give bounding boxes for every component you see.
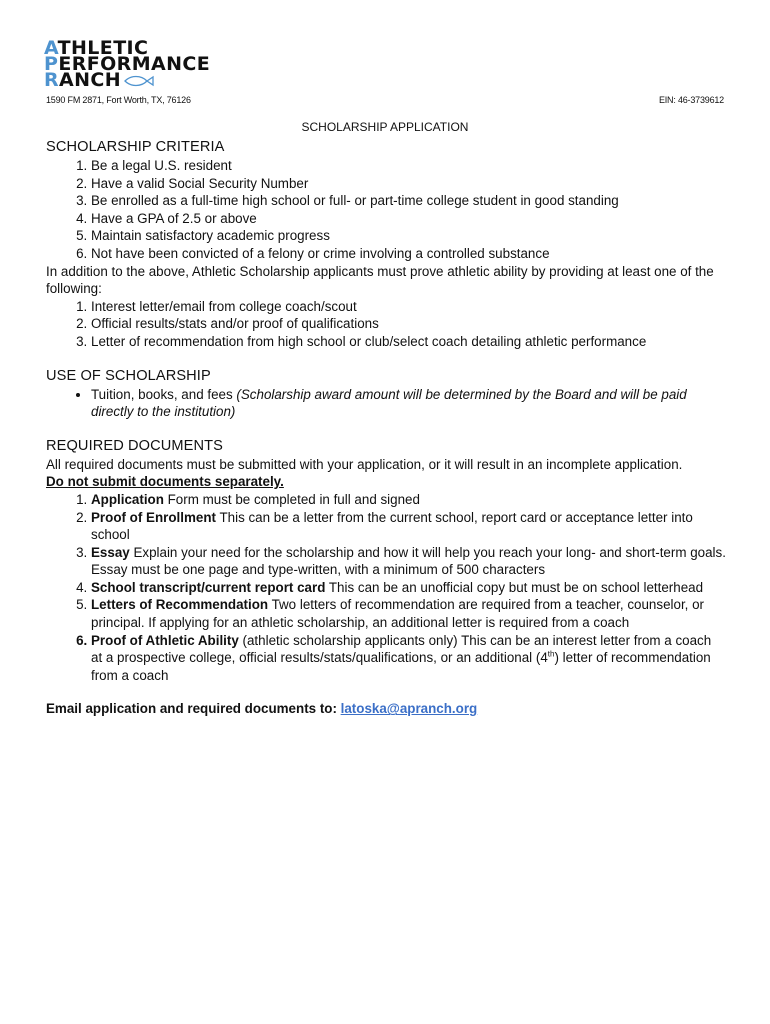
ein-number: EIN: 46-3739612 (658, 95, 724, 105)
document-body (46, 138, 726, 718)
list-item: 4. School transcript/current report card This can be an unofficial copy but must be on school letterhead (91, 579, 726, 597)
required-intro: All required documents must be submitted with your application, or it will result in an incomplete application. (46, 456, 683, 472)
criteria-heading: SCHOLARSHIP CRITERIA (46, 139, 225, 155)
criteria-list (46, 157, 726, 263)
list-item: 1. Interest letter/email from college coach/scout (91, 298, 726, 316)
logo (44, 37, 244, 94)
list-item: 6. Proof of Athletic Ability (athletic scholarship applicants only) This can be an interest letter from a coach at a prospective college, official results/stats/qualifications, or an additional (4th) letter of recommendation from a coach (91, 632, 726, 685)
list-item: 1. Be a legal U.S. resident (91, 157, 726, 175)
list-item: 3. Essay Explain your need for the scholarship and how it will help you reach your long- and short-term goals. Essay must be one page and type-written, with a minimum of 500 characters (91, 544, 726, 579)
list-item: • Tuition, books, and fees (Scholarship award amount will be determined by the Board and will be paid directly to the institution) (91, 386, 726, 421)
list-item: 2. Proof of Enrollment This can be a letter from the current school, report card or acceptance letter into school (91, 509, 726, 544)
list-item: 1. Application Form must be completed in full and signed (91, 491, 726, 509)
logo-line-1: ATHLETIC (44, 37, 149, 59)
address: 1590 FM 2871, Fort Worth, TX, 76126 (46, 95, 191, 105)
use-heading: USE OF SCHOLARSHIP (46, 367, 211, 384)
list-item: 3. Letter of recommendation from high school or club/select coach detailing athletic performance (91, 333, 726, 351)
list-item: 5. Letters of Recommendation Two letters of recommendation are required from a teacher, counselor, or principal. If applying for an athletic scholarship, an additional letter is required from a coach (91, 596, 726, 631)
required-warning: Do not submit documents separately. (46, 474, 284, 490)
email-link[interactable]: latoska@apranch.org (340, 701, 478, 717)
logo-line-2: PERFORMANCE (44, 53, 211, 75)
list-item: 6. Not have been convicted of a felony or crime involving a controlled substance (91, 245, 726, 263)
list-item: 4. Have a GPA of 2.5 or above (91, 210, 726, 228)
list-item: 2. Have a valid Social Security Number (91, 175, 726, 193)
page-title: SCHOLARSHIP APPLICATION (301, 120, 469, 134)
required-heading: REQUIRED DOCUMENTS (46, 437, 223, 454)
fish-icon (123, 75, 155, 87)
list-item: 3. Be enrolled as a full-time high school or full- or part-time college student in good standing (91, 192, 726, 210)
list-item: 2. Official results/stats and/or proof of qualifications (91, 315, 726, 333)
required-list (46, 491, 726, 685)
email-instruction: Email application and required documents to: latoska@apranch.org (46, 701, 478, 717)
use-list (46, 386, 726, 421)
athletic-intro: In addition to the above, Athletic Scholarship applicants must prove athletic ability by providing at least one of the following: (46, 263, 714, 297)
list-item: 5. Maintain satisfactory academic progress (91, 227, 726, 245)
athletic-list (46, 298, 726, 351)
logo-line-3: RANCH (44, 72, 244, 88)
